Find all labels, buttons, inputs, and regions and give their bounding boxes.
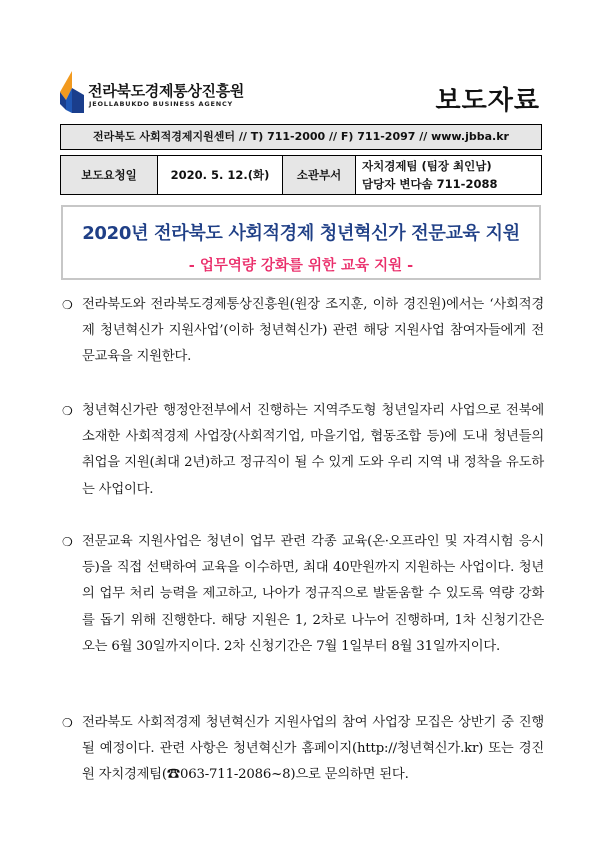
document-type-title: 보도자료 bbox=[435, 86, 540, 116]
bullet-item bbox=[62, 292, 544, 371]
request-date-value: 2020. 5. 12.(화) bbox=[158, 156, 283, 195]
jbba-logo-icon bbox=[60, 70, 84, 114]
headline-title: 2020년 전라북도 사회적경제 청년혁신가 전문교육 지원 bbox=[82, 223, 520, 244]
release-info-row bbox=[61, 156, 542, 195]
bullet-text: 청년혁신가란 행정안전부에서 진행하는 지역주도형 청년일자리 사업으로 전북에 소재한 사회적경제 사업장(사회적기업, 마을기업, 협동조합 등)에 도내 청년들의 취업을 지원(최대 2년)하고 정규직이 될 수 있게 도와 우리 지역 내 정착을 유도하는 사업이다. bbox=[82, 403, 544, 497]
request-date-label: 보도요청일 bbox=[61, 156, 158, 195]
document-header bbox=[60, 70, 540, 120]
department-team: 자치경제팀 (팀장 최인남) bbox=[362, 159, 492, 173]
circle-bullet-icon: ❍ bbox=[62, 404, 73, 418]
circle-bullet-icon: ❍ bbox=[62, 716, 73, 730]
circle-bullet-icon: ❍ bbox=[62, 535, 73, 549]
bullet-text: 전라북도와 전라북도경제통상진흥원(원장 조지훈, 이하 경진원)에서는 ‘사회적경제 청년혁신가 지원사업’(이하 청년혁신가) 관련 해당 지원사업 참여자들에게 전문교육을 지원한다. bbox=[82, 297, 544, 365]
bullet-text: 전라북도 사회적경제 청년혁신가 지원사업의 참여 사업장 모집은 상반기 중 진행될 예정이다. 관련 사항은 청년혁신가 홈페이지(http://청년혁신가.kr) 또는 경진원 자치경제팀(☎063-711-2086~8)으로 문의하면 된다. bbox=[82, 715, 544, 783]
org-name: 전라북도경제통상진흥원 bbox=[88, 82, 245, 100]
bullet-item bbox=[62, 529, 544, 660]
contact-bar: 전라북도 사회적경제지원센터 // T) 711-2000 // F) 711-2097 // www.jbba.kr bbox=[60, 124, 542, 150]
department-contact: 담당자 변다솜 711-2088 bbox=[362, 177, 498, 191]
department-label: 소관부서 bbox=[283, 156, 356, 195]
department-value bbox=[356, 156, 542, 195]
headline-subtitle: - 업무역량 강화를 위한 교육 지원 - bbox=[188, 258, 414, 274]
release-info-table bbox=[60, 155, 542, 195]
org-name-english: JEOLLABUKDO BUSINESS AGENCY bbox=[89, 100, 234, 108]
bullet-text: 전문교육 지원사업은 청년이 업무 관련 각종 교육(온·오프라인 및 자격시험 응시 등)을 직접 선택하여 교육을 이수하면, 최대 40만원까지 지원하는 사업이다. 청년의 업무 처리 능력을 제고하고, 나아가 정규직으로 발돋움할 수 있도록 역량 강화를 돕기 위해 진행한다. 해당 지원은 1, 2차로 나누어 진행하며, 1차 신청기간은 오는 6월 30일까지이다. 2차 신청기간은 7월 1일부터 8월 31일까지이다. bbox=[82, 534, 544, 654]
headline-box bbox=[61, 205, 541, 280]
bullet-item bbox=[62, 398, 544, 503]
bullet-item bbox=[62, 710, 544, 789]
circle-bullet-icon: ❍ bbox=[62, 298, 73, 312]
